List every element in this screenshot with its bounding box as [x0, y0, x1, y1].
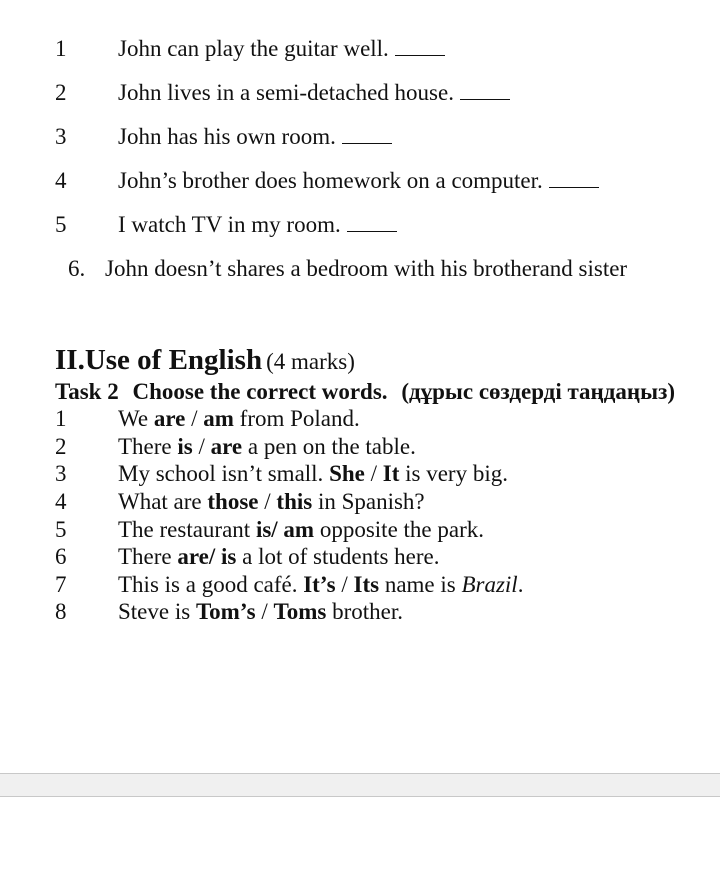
text-post: a pen on the table.	[242, 434, 416, 459]
item-text-wrap	[118, 79, 510, 107]
item-text: John doesn’t shares a bedroom with his brotherand sister	[105, 256, 628, 281]
task-instruction: Choose the correct words.	[132, 379, 388, 404]
item-text-wrap	[118, 35, 445, 63]
item-number: 8	[55, 599, 67, 624]
answer-blank[interactable]	[395, 35, 445, 56]
option-b[interactable]: Toms	[273, 599, 327, 624]
task2-item	[0, 433, 720, 461]
option-b[interactable]: are	[210, 434, 243, 459]
item-number: 2	[55, 80, 67, 105]
text-post: opposite the park.	[314, 517, 484, 542]
item-number: 4	[55, 489, 67, 514]
text-end: .	[517, 572, 524, 597]
option-b[interactable]: this	[276, 489, 313, 514]
answer-blank[interactable]	[342, 123, 392, 144]
text-post: in Spanish?	[312, 489, 425, 514]
text-pre: There	[118, 544, 178, 569]
text-pre: This is a good café.	[118, 572, 304, 597]
item-text	[118, 598, 403, 626]
option-b[interactable]: It	[382, 461, 400, 486]
item-text	[118, 405, 360, 433]
text-post: name is	[379, 572, 462, 597]
task2-item	[0, 460, 720, 488]
option-separator: /	[258, 489, 277, 514]
option-a[interactable]: It’s	[303, 572, 336, 597]
text-post: a lot of students here.	[236, 544, 440, 569]
option-separator: /	[255, 599, 274, 624]
option-b[interactable]: am	[283, 517, 315, 542]
section-heading	[55, 343, 355, 382]
option-a[interactable]: are/	[177, 544, 216, 569]
task1-item	[0, 167, 720, 195]
item-text: I watch TV in my room.	[118, 212, 341, 237]
item-text-wrap	[118, 211, 397, 239]
task-label: Task 2	[55, 379, 119, 404]
answer-blank[interactable]	[549, 167, 599, 188]
item-text: John lives in a semi-detached house.	[118, 80, 454, 105]
text-pre: Steve is	[118, 599, 196, 624]
item-number: 1	[55, 406, 67, 431]
option-b[interactable]: Its	[353, 572, 380, 597]
task2-item	[0, 488, 720, 516]
text-pre: My school isn’t small.	[118, 461, 330, 486]
option-b[interactable]: am	[203, 406, 234, 431]
task1-item	[0, 79, 720, 107]
item-text: John can play the guitar well.	[118, 36, 389, 61]
task1-item	[0, 123, 720, 151]
task2-item	[0, 598, 720, 626]
item-text	[118, 488, 425, 516]
item-text-wrap	[118, 167, 599, 195]
text-post: brother.	[326, 599, 403, 624]
answer-blank[interactable]	[460, 79, 510, 100]
text-post: from Poland.	[233, 406, 360, 431]
item-number: 4	[55, 168, 67, 193]
text-pre: The restaurant	[118, 517, 256, 542]
task1-item-6	[0, 255, 720, 283]
task2-item	[0, 516, 720, 544]
item-number: 6.	[68, 256, 86, 281]
option-separator: /	[185, 406, 204, 431]
section-marks: (4 marks)	[266, 349, 355, 374]
option-a[interactable]: are	[153, 406, 186, 431]
item-number: 7	[55, 572, 67, 597]
item-text: John has his own room.	[118, 124, 336, 149]
option-a[interactable]: is/	[255, 517, 278, 542]
item-text-wrap	[118, 123, 392, 151]
page-break-band	[0, 773, 720, 797]
task2-instruction	[55, 378, 675, 406]
text-pre: There	[118, 434, 178, 459]
option-a[interactable]: Tom’s	[195, 599, 256, 624]
item-number: 6	[55, 544, 67, 569]
option-separator: /	[364, 461, 383, 486]
item-number: 5	[55, 517, 67, 542]
item-text	[118, 571, 523, 599]
task1-item	[0, 35, 720, 63]
answer-blank[interactable]	[347, 211, 397, 232]
item-text	[118, 516, 484, 544]
item-number: 5	[55, 212, 67, 237]
option-a[interactable]: is	[177, 434, 193, 459]
item-number: 3	[55, 124, 67, 149]
task-translation: (дұрыс сөздерді таңдаңыз)	[401, 379, 676, 404]
option-a[interactable]: those	[207, 489, 259, 514]
option-separator: /	[192, 434, 211, 459]
item-number: 1	[55, 36, 67, 61]
option-b[interactable]: is	[221, 544, 237, 569]
cafe-name: Brazil	[461, 572, 518, 597]
item-text	[118, 543, 440, 571]
item-text	[118, 460, 508, 488]
item-number: 2	[55, 434, 67, 459]
text-pre: What are	[118, 489, 208, 514]
option-separator: /	[335, 572, 354, 597]
item-number: 3	[55, 461, 67, 486]
section-title: II.Use of English	[55, 344, 263, 376]
task2-item	[0, 571, 720, 599]
option-a[interactable]: She	[329, 461, 365, 486]
item-text: John’s brother does homework on a computer.	[118, 168, 543, 193]
text-pre: We	[118, 406, 154, 431]
text-post: is very big.	[399, 461, 508, 486]
task1-item	[0, 211, 720, 239]
task2-item	[0, 543, 720, 571]
task2-item	[0, 405, 720, 433]
item-text	[118, 433, 416, 461]
